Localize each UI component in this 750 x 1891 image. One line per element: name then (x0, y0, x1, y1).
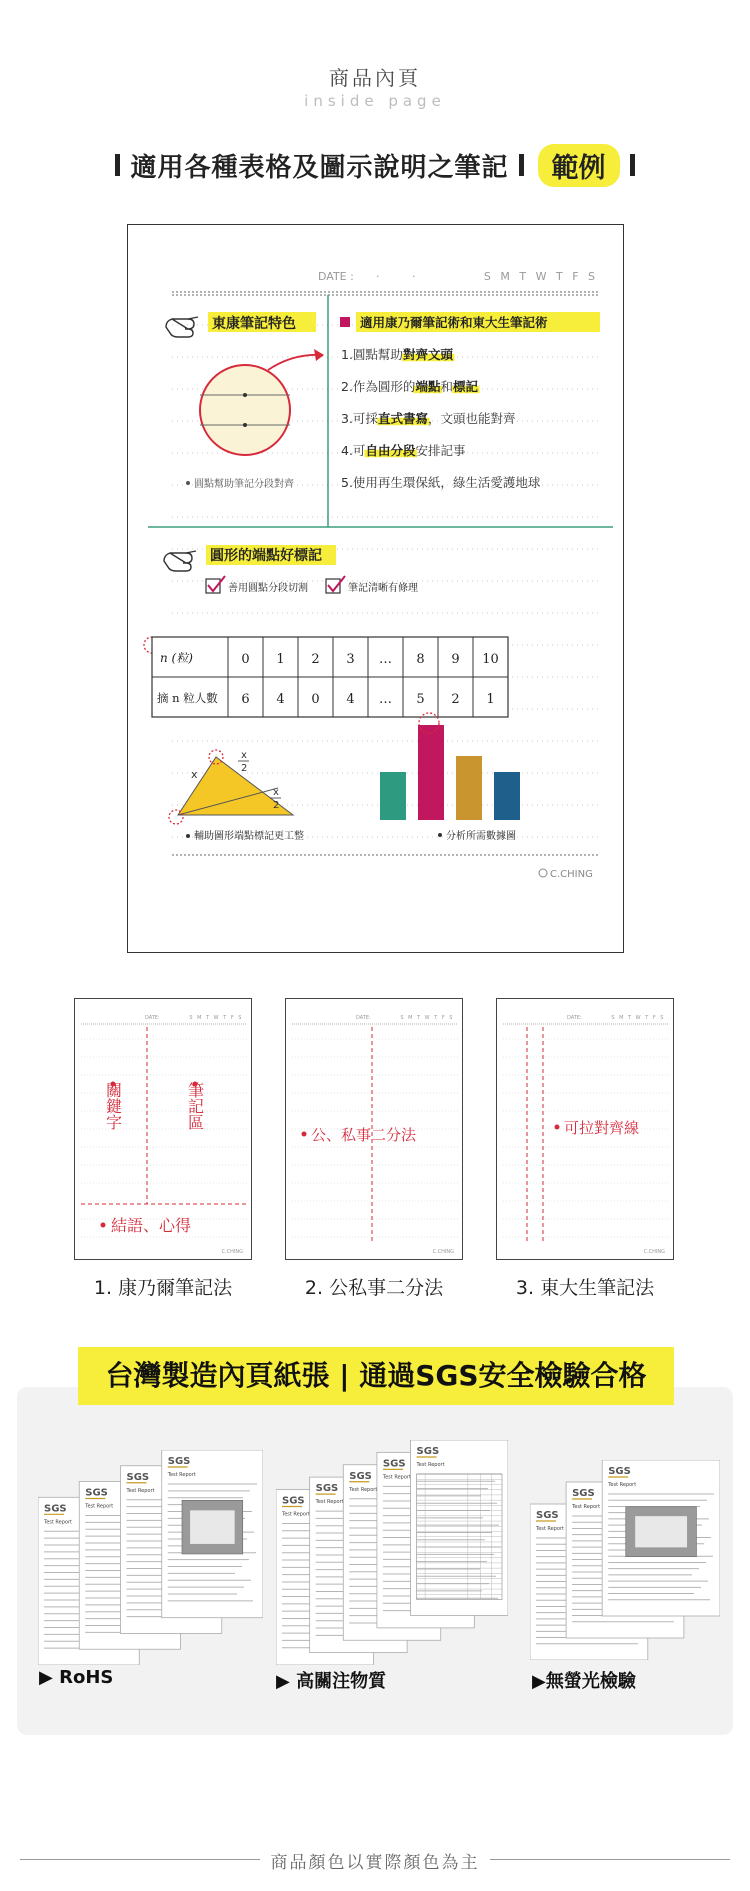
report-photo-sample (635, 1516, 687, 1547)
report-title: Test Report (167, 1472, 196, 1478)
sgs-logo: SGS (536, 1510, 559, 1521)
svhc-report-stack (276, 1440, 508, 1665)
method-label-3: 3. 東大生筆記法 (515, 1277, 655, 1299)
footer (0, 1845, 750, 1875)
cert-label-rohs: ▶ RoHS (39, 1667, 114, 1688)
red-dot-3 (101, 1223, 106, 1228)
report-title: Test Report (126, 1487, 155, 1494)
table-cell: 3 (346, 652, 355, 667)
sgs-logo: SGS (572, 1488, 595, 1499)
sgs-logo: SGS (382, 1458, 406, 1470)
copyright: C.CHING (550, 869, 593, 880)
sgs-logo: SGS (126, 1471, 150, 1483)
notes-text: 筆記區 (185, 1082, 205, 1130)
card-copyright: C.CHING (643, 1249, 665, 1255)
sgs-logo: SGS (282, 1495, 305, 1507)
chart-bar (456, 756, 482, 820)
weekdays: S M T W T F S (483, 270, 598, 283)
table-cell: 4 (276, 692, 285, 707)
table-cell: 1 (276, 652, 285, 667)
table-cell: 4 (346, 692, 355, 707)
data-table (152, 637, 508, 717)
text-span: 5.使用再生環保紙，綠生活愛護地球 (341, 475, 541, 490)
bar-chart (380, 713, 520, 820)
copyright-icon (539, 869, 547, 877)
card-ruled-lines (81, 1024, 247, 1237)
table-cell: … (379, 652, 392, 667)
table-cell: 2 (451, 692, 460, 707)
chart-bar (380, 772, 406, 820)
card-date-label: DATE: (145, 1015, 160, 1021)
text-span: 3.可採 (341, 411, 378, 426)
cert-label-svhc: ▶ 高關注物質 (276, 1671, 387, 1692)
split-text: 公、私事二分法 (311, 1126, 417, 1144)
text-span: 2.作為圓形的 (341, 379, 416, 394)
feature-point (341, 475, 541, 490)
feature-points-list (341, 347, 541, 490)
text-span: ，文頭也能對齊 (427, 411, 516, 426)
table-cell: 8 (416, 652, 425, 667)
arrow-head-icon (314, 349, 324, 361)
bullet-dot-2 (186, 834, 190, 838)
text-span: 4.可 (341, 443, 366, 458)
rohs-reports (38, 1450, 263, 1665)
page-subtitle: inside page (304, 92, 446, 110)
bullet-dot-3 (438, 833, 442, 837)
sgs-logo: SGS (44, 1503, 67, 1515)
table-header-row2: 摘 n 粒人數 (157, 691, 218, 705)
report-title: Test Report (85, 1503, 114, 1510)
date-dots-2: · (412, 270, 416, 283)
cornell-card-drawing (75, 999, 253, 1261)
headline-badge: 範例 (538, 144, 620, 187)
feature-point (341, 347, 453, 362)
table-cell: 1 (486, 692, 495, 707)
table-cell: 2 (311, 652, 320, 667)
highlight-span: 對齊文頭 (402, 347, 453, 362)
highlight-span: 端點 (415, 379, 441, 394)
summary-text: 結語、心得 (111, 1216, 192, 1235)
section2-title: 圓形的端點好標記 (210, 548, 322, 564)
report-title: Test Report (572, 1504, 601, 1510)
feature-point (341, 411, 516, 426)
pointing-hand-icon-2 (164, 551, 196, 571)
method-label-2: 2. 公私事二分法 (304, 1277, 444, 1299)
rohs-report-stack (38, 1450, 263, 1665)
fraction-denominator-2: 2 (273, 800, 280, 811)
sgs-logo: SGS (167, 1456, 191, 1467)
check-label-1: 善用圓點分段切割 (228, 583, 308, 594)
headline-text: 適用各種表格及圖示說明之筆記 (130, 152, 509, 183)
red-dot (302, 1132, 307, 1137)
card-weekdays: S M T W T F S (400, 1015, 454, 1021)
triangle-label-x: x (191, 768, 198, 781)
fluorescence-report-stack (530, 1460, 720, 1660)
table-cell: 5 (416, 692, 425, 707)
report-title: Test Report (608, 1482, 637, 1488)
method-card-todai (496, 998, 674, 1260)
fluorescence-reports (530, 1460, 720, 1660)
card-weekdays: S M T W T F S (611, 1015, 665, 1021)
table-cell: 0 (311, 692, 320, 707)
feature-title: 東康筆記特色 (212, 316, 296, 332)
fraction-numerator-1: x (241, 750, 247, 761)
notebook-sample-drawing (128, 225, 625, 954)
report-title: Test Report (282, 1511, 311, 1518)
table-cell: 10 (482, 652, 499, 667)
method-card-cornell (74, 998, 252, 1260)
card-date-label: DATE: (567, 1015, 582, 1021)
todai-text: 可拉對齊線 (564, 1119, 640, 1137)
report-title: Test Report (315, 1499, 344, 1506)
report-title: Test Report (416, 1462, 445, 1468)
circle-dot-1 (243, 393, 247, 397)
report-title: Test Report (382, 1474, 411, 1481)
feature-point (341, 379, 478, 394)
card-weekdays: S M T W T F S (189, 1015, 243, 1021)
method-card-split (285, 998, 463, 1260)
cert-label-fluorescence: ▶無螢光檢驗 (532, 1671, 636, 1692)
circle-arrow-line (268, 355, 323, 370)
text-span: 和 (440, 379, 453, 394)
text-span: 安排記事 (415, 443, 466, 458)
circle-caption: 圓點幫助筆記分段對齊 (194, 479, 294, 490)
notebook-sample-page (127, 224, 624, 953)
feature-point (341, 443, 466, 458)
fraction-numerator-2: x (273, 787, 279, 798)
card-date-label: DATE: (356, 1015, 371, 1021)
sgs-report-page (411, 1440, 508, 1616)
triangle-caption: 輔助圖形端點標記更工整 (194, 831, 304, 842)
keyword-text: 關鍵字 (103, 1082, 123, 1130)
red-dot (555, 1125, 560, 1130)
page-title: 商品內頁 (329, 66, 421, 90)
chart-bar (494, 772, 520, 820)
sgs-logo: SGS (608, 1466, 631, 1477)
headline-bar-right (630, 154, 635, 176)
sgs-logo: SGS (349, 1470, 372, 1482)
bullet-dot (186, 481, 190, 485)
text-span: 1.圓點幫助 (341, 347, 403, 362)
sgs-logo: SGS (85, 1487, 108, 1499)
date-label: DATE : (318, 270, 354, 283)
fraction-denominator-1: 2 (241, 763, 248, 774)
headline-bar-left (115, 154, 120, 176)
split-card-drawing (286, 999, 464, 1261)
todai-card-drawing (497, 999, 675, 1261)
table-cell: 9 (451, 652, 460, 667)
date-dots: · (376, 270, 380, 283)
dot-circle-illustration (200, 365, 290, 455)
check-label-2: 筆記清晰有條理 (348, 583, 418, 594)
highlight-span: 標記 (452, 379, 478, 394)
sgs-report-page (162, 1450, 263, 1618)
report-title: Test Report (44, 1519, 73, 1526)
chart-bar (418, 725, 444, 820)
table-cell: 6 (241, 692, 250, 707)
table-header-row1: n (粒) (160, 651, 193, 665)
method-label-1: 1. 康乃爾筆記法 (93, 1277, 233, 1299)
sgs-logo: SGS (416, 1446, 440, 1457)
highlight-span: 自由分段 (365, 443, 416, 458)
pointing-hand-icon (166, 317, 198, 337)
square-bullet-icon (340, 317, 350, 327)
headline-bar-mid (519, 154, 524, 176)
right-title: 適用康乃爾筆記術和東大生筆記術 (360, 315, 548, 330)
bar-caption: 分析所需數據圖 (446, 831, 516, 842)
highlight-span: 直式書寫 (377, 411, 428, 426)
sgs-report-page (602, 1460, 720, 1616)
footer-note: 商品顏色以實際顏色為主 (270, 1853, 480, 1873)
report-photo-sample (190, 1510, 235, 1544)
report-title: Test Report (536, 1526, 565, 1532)
card-copyright: C.CHING (221, 1249, 243, 1255)
headline (0, 140, 750, 190)
circle-dot-2 (243, 423, 247, 427)
table-cell: … (379, 692, 392, 707)
svhc-reports (276, 1440, 508, 1665)
sgs-banner: 台灣製造內頁紙張 | 通過SGS安全檢驗合格 (78, 1347, 674, 1405)
table-cell: 0 (241, 652, 250, 667)
sgs-logo: SGS (315, 1483, 339, 1495)
report-title: Test Report (349, 1486, 378, 1493)
card-copyright: C.CHING (432, 1249, 454, 1255)
